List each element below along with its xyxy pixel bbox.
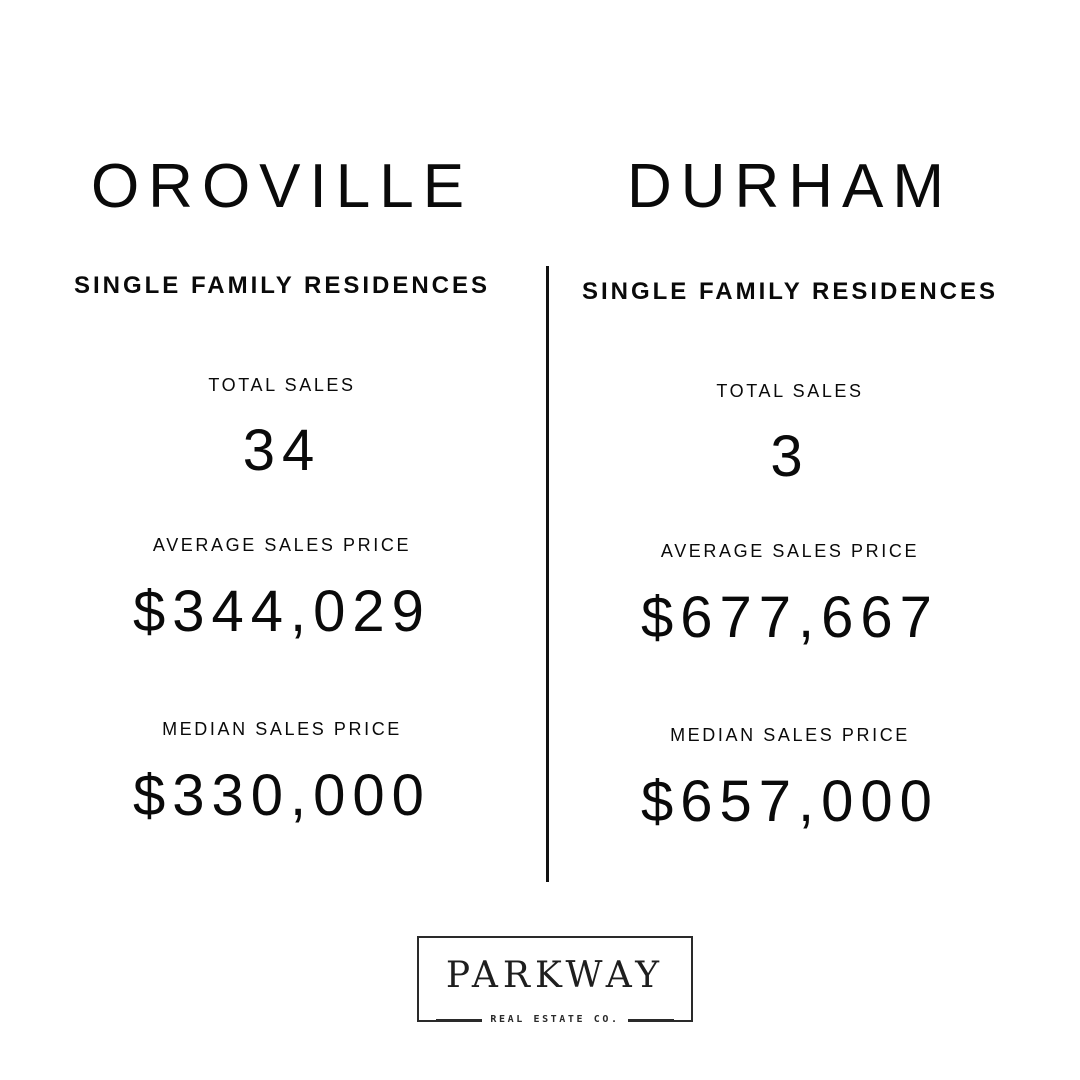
logo-name: PARKWAY [445,955,665,996]
median-price-value: $330,000 [133,763,431,828]
city-title: DURHAM [626,152,954,221]
logo-rule-right [628,1019,674,1021]
median-price-value: $657,000 [641,769,939,834]
column-divider [546,266,549,882]
logo-tagline: REAL ESTATE CO. [482,1013,627,1027]
median-price-label: MEDIAN SALES PRICE [670,725,910,745]
logo-rule-left [436,1019,482,1021]
property-category: SINGLE FAMILY RESIDENCES [73,272,491,299]
average-price-value: $344,029 [133,579,431,644]
city-title: OROVILLE [90,152,474,221]
average-price-label: AVERAGE SALES PRICE [660,541,920,561]
total-sales-label: TOTAL SALES [716,381,864,401]
median-price-label: MEDIAN SALES PRICE [162,719,402,739]
parkway-logo [417,936,693,1025]
total-sales-value: 34 [242,418,322,483]
average-price-value: $677,667 [641,585,939,650]
average-price-label: AVERAGE SALES PRICE [152,535,412,555]
logo-tagline-row [419,1013,691,1027]
property-category: SINGLE FAMILY RESIDENCES [581,278,999,305]
total-sales-label: TOTAL SALES [208,375,356,395]
total-sales-value: 3 [770,424,810,489]
